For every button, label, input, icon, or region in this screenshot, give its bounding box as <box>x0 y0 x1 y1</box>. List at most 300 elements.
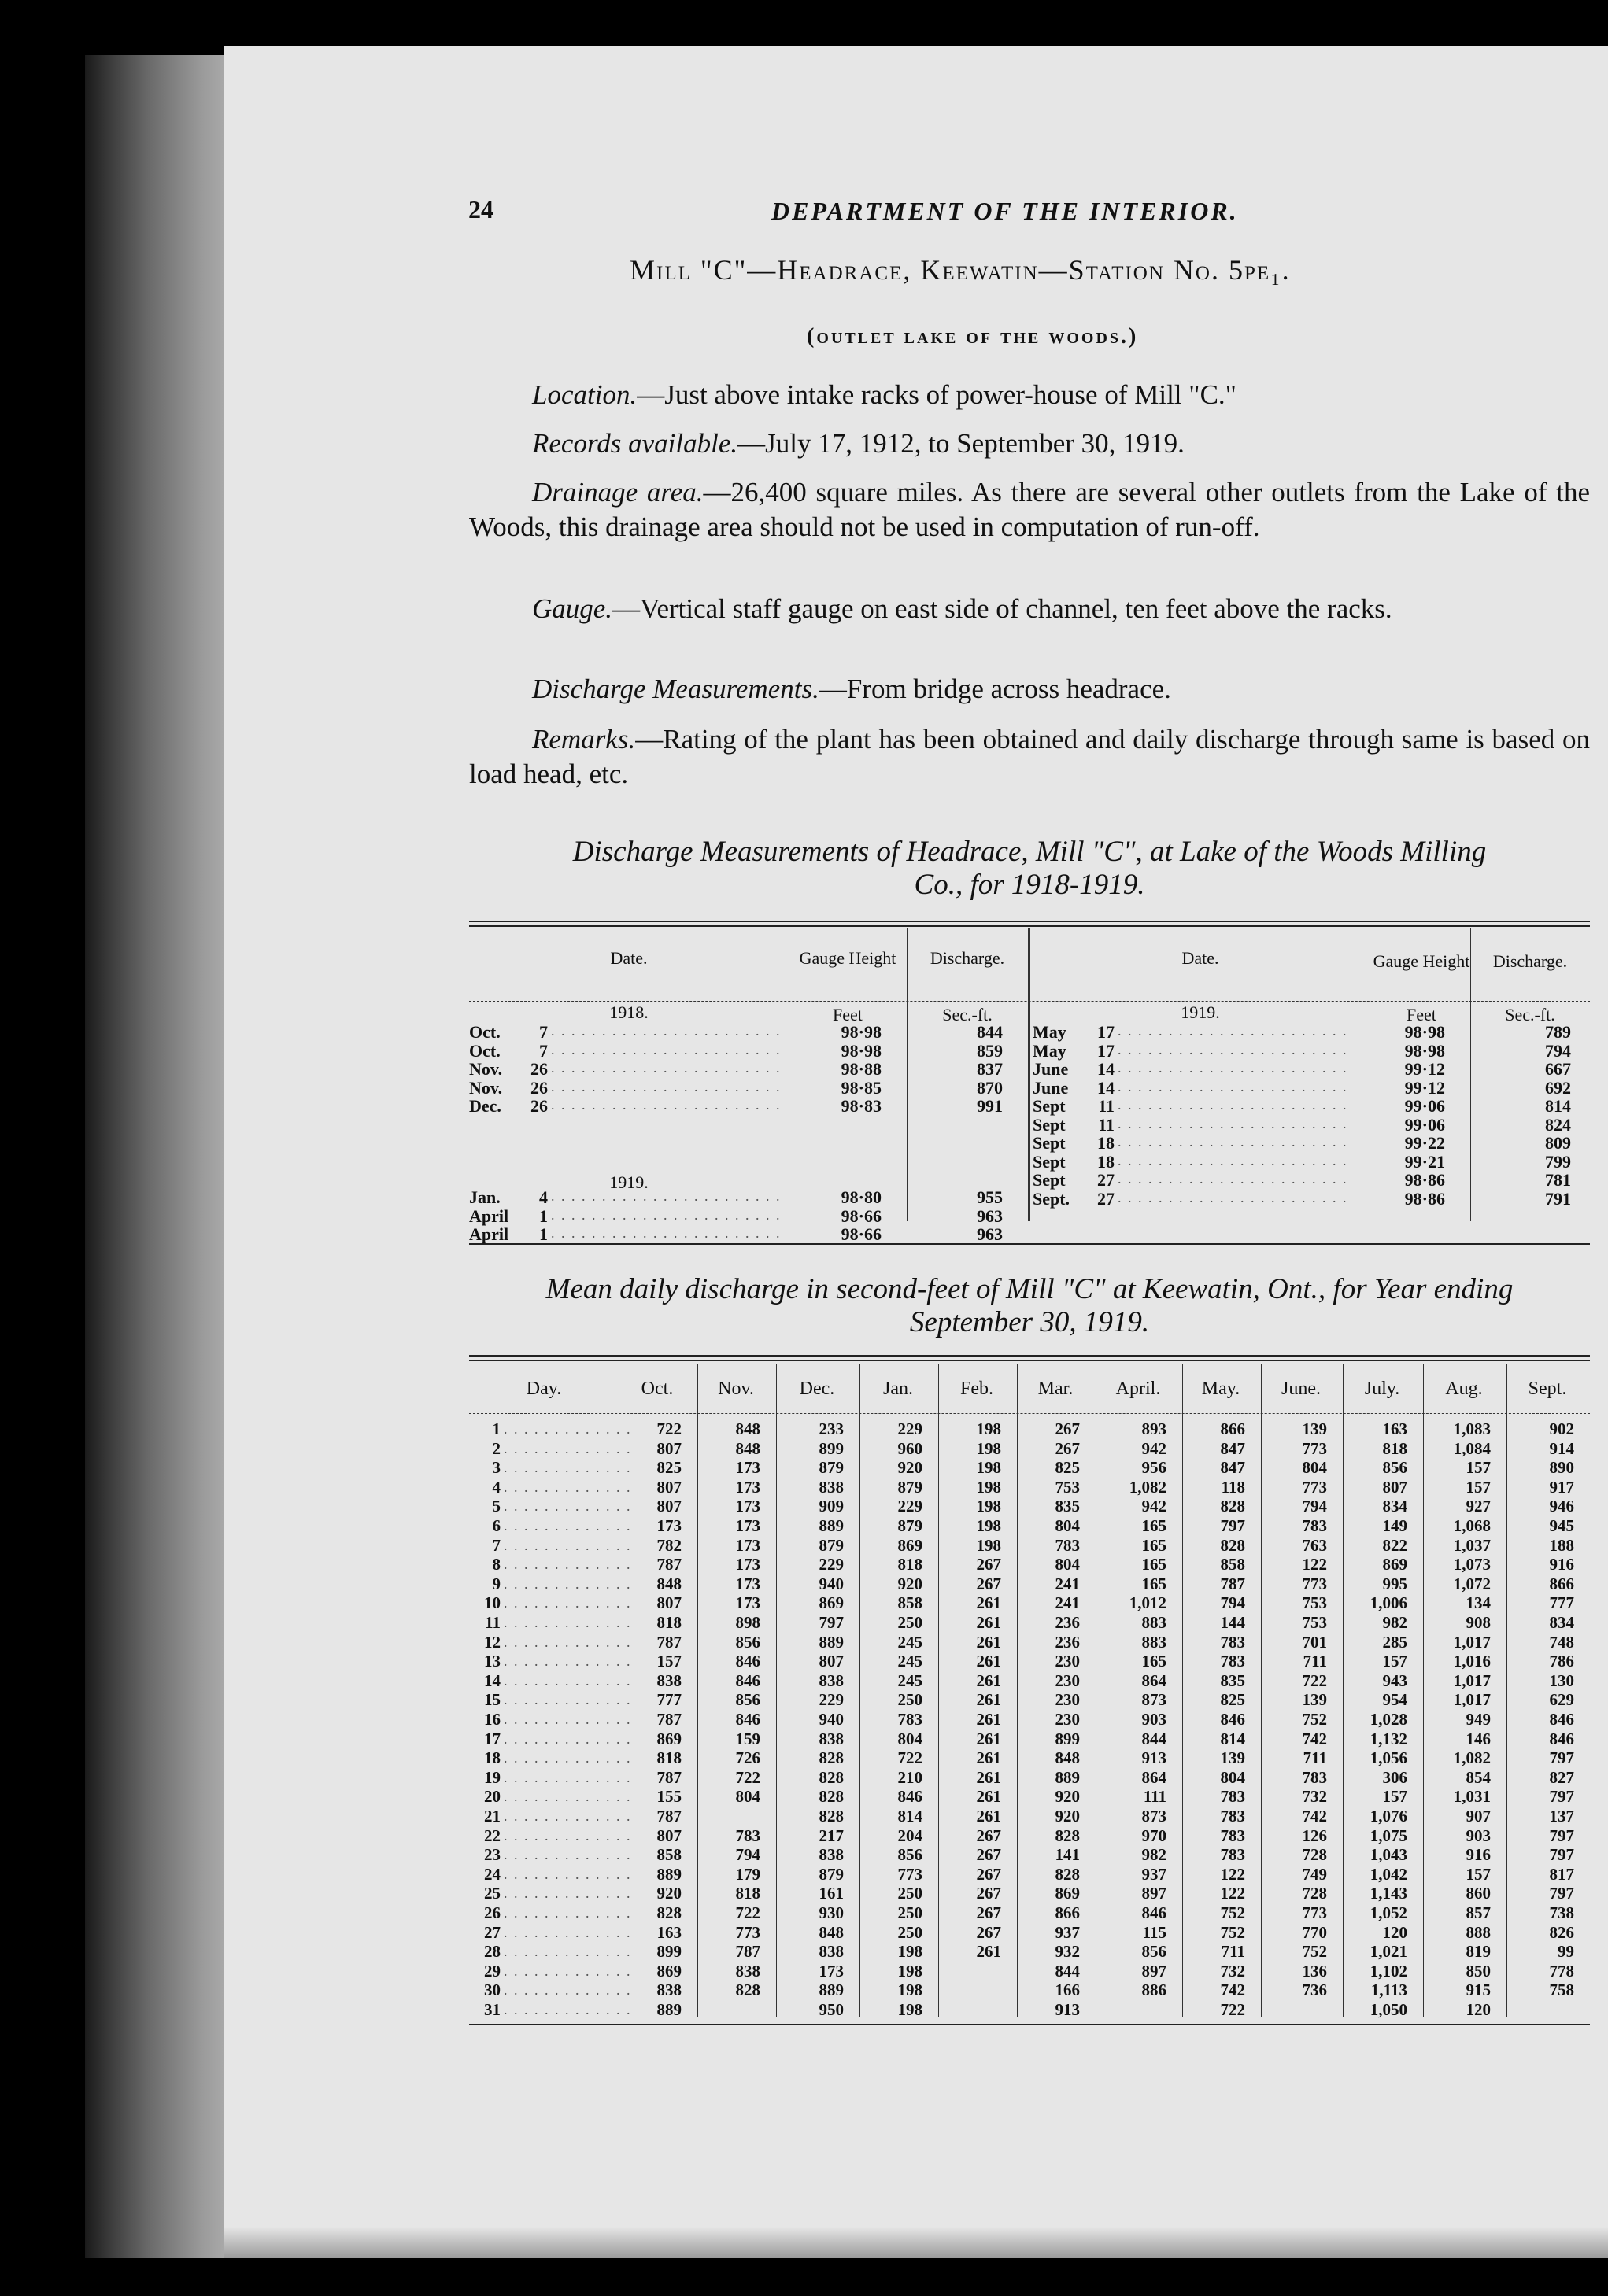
units-secft-right: Sec.-ft. <box>1505 1005 1555 1024</box>
drainage-label: Drainage area. <box>532 477 704 508</box>
leader-dots: . . . . . . . . . . . . . <box>504 1653 632 1670</box>
measurement-discharge: 963 <box>977 1205 1003 1226</box>
discharge-value: 856 <box>1141 1942 1166 1962</box>
measurement-month: Oct. <box>469 1022 501 1042</box>
discharge-value: 773 <box>735 1922 760 1942</box>
discharge-value: 835 <box>1220 1670 1245 1690</box>
discharge-value: 889 <box>656 1864 682 1884</box>
discharge-value: 261 <box>976 1652 1001 1671</box>
discharge-value: 1,017 <box>1453 1632 1491 1652</box>
discharge-value: 995 <box>1382 1574 1407 1593</box>
discharge-value: 856 <box>1382 1458 1407 1478</box>
leader-dots: . . . . . . . . . . . . . <box>504 1808 632 1824</box>
remarks-label: Remarks. <box>532 724 636 755</box>
discharge-value: 155 <box>656 1787 682 1807</box>
discharge-value: 847 <box>1220 1458 1245 1478</box>
discharge-value: 945 <box>1549 1516 1574 1535</box>
measurement-month: Sept. <box>1033 1188 1070 1209</box>
measurement-discharge: 824 <box>1545 1114 1571 1135</box>
measurement-month: Sept <box>1033 1096 1066 1116</box>
discharge-value: 1,016 <box>1453 1652 1491 1671</box>
discharge-value: 889 <box>819 1516 844 1535</box>
measurement-gauge: 98·88 <box>841 1059 882 1079</box>
station-title: Mill "C"—Headrace, Keewatin—Station No. 5pe₁. <box>630 254 1291 286</box>
discharge-value: 198 <box>976 1497 1001 1516</box>
discharge-value: 814 <box>1220 1729 1245 1748</box>
discharge-value: 711 <box>1303 1652 1327 1671</box>
discharge-value: 146 <box>1466 1729 1491 1748</box>
leader-dots: . . . . . . . . . . . . . <box>504 1518 632 1534</box>
discharge-value: 701 <box>1302 1632 1327 1652</box>
discharge-value: 173 <box>735 1555 760 1574</box>
discharge-value: 787 <box>656 1632 682 1652</box>
discharge-value <box>1099 2002 1166 2017</box>
leader-dots: . . . . . . . . . . . . . <box>504 1943 632 1960</box>
discharge-value: 838 <box>819 1729 844 1748</box>
col-divider <box>697 1364 698 2017</box>
discharge-value: 629 <box>1549 1690 1574 1710</box>
measurement-day: 17 <box>1097 1040 1115 1061</box>
day-number: 11 <box>485 1613 501 1632</box>
discharge-value: 229 <box>819 1555 844 1574</box>
discharge-value: 883 <box>1141 1632 1166 1652</box>
discharge-value: 732 <box>1220 1961 1245 1980</box>
discharge-value: 736 <box>1302 1980 1327 2000</box>
discharge-value: 864 <box>1141 1767 1166 1787</box>
measurement-day: 18 <box>1097 1133 1115 1153</box>
leader-dots: . . . . . . . . . . . . . . . . . . . . . . . <box>1118 1078 1348 1094</box>
discharge-value: 752 <box>1302 1942 1327 1962</box>
leader-dots: . . . . . . . . . . . . . . . . . . . . . . . <box>551 1188 782 1204</box>
discharge-value: 828 <box>1220 1535 1245 1555</box>
discharge-value: 846 <box>1141 1903 1166 1922</box>
discharge-value: 848 <box>735 1438 760 1458</box>
day-number: 3 <box>492 1458 501 1478</box>
discharge-value: 787 <box>656 1555 682 1574</box>
discharge-value: 111 <box>1143 1787 1166 1807</box>
records-paragraph <box>469 426 1590 461</box>
leader-dots: . . . . . . . . . . . . . <box>504 1498 632 1515</box>
discharge-value: 807 <box>819 1652 844 1671</box>
units-secft-left: Sec.-ft. <box>942 1005 993 1024</box>
discharge-value: 817 <box>1549 1864 1574 1884</box>
discharge-value: 888 <box>1466 1922 1491 1942</box>
day-number: 30 <box>484 1980 501 2000</box>
measurement-discharge: 667 <box>1545 1059 1571 1079</box>
measurement-gauge: 98·86 <box>1404 1188 1445 1209</box>
year-1919-left-label: 1919. <box>609 1172 649 1192</box>
discharge-value: 173 <box>735 1477 760 1497</box>
discharge-value: 118 <box>1221 1477 1245 1497</box>
discharge-value: 883 <box>1141 1613 1166 1632</box>
discharge-value: 157 <box>1466 1458 1491 1478</box>
leader-dots: . . . . . . . . . . . . . . . . . . . . . . . <box>1118 1115 1348 1131</box>
header-gauge-left: Gauge Height <box>799 948 896 968</box>
drainage-text: —26,400 square miles. As there are several other outlets from the Lake of the Woods, this drainage area should not be used in computation of run-off. <box>469 477 1590 542</box>
discharge-value: 950 <box>819 2000 844 2019</box>
discharge-value: 267 <box>1055 1419 1080 1438</box>
discharge-value: 804 <box>1055 1516 1080 1535</box>
header-discharge-right: Discharge. <box>1492 951 1568 971</box>
discharge-value: 250 <box>897 1613 922 1632</box>
measurement-gauge: 99·22 <box>1404 1133 1445 1153</box>
discharge-value: 306 <box>1382 1767 1407 1787</box>
discharge-value: 943 <box>1382 1670 1407 1690</box>
discharge-value: 241 <box>1055 1574 1080 1593</box>
discharge-value: 198 <box>976 1516 1001 1535</box>
discharge-value: 794 <box>1302 1497 1327 1516</box>
discharge-value: 726 <box>735 1748 760 1768</box>
discharge-value: 897 <box>1141 1961 1166 1980</box>
discharge-value: 818 <box>656 1613 682 1632</box>
day-number: 20 <box>484 1787 501 1807</box>
table-top-rule-2 <box>469 925 1590 927</box>
discharge-value: 916 <box>1549 1555 1574 1574</box>
discharge-value: 826 <box>1549 1922 1574 1942</box>
discharge-value: 728 <box>1302 1845 1327 1865</box>
day-number: 27 <box>484 1922 501 1942</box>
measurement-discharge: 794 <box>1545 1040 1571 1061</box>
measurement-day: 27 <box>1097 1170 1115 1190</box>
discharge-value: 173 <box>735 1535 760 1555</box>
measurement-day: 11 <box>1098 1096 1115 1116</box>
measurement-month: May <box>1033 1022 1066 1042</box>
measurement-day: 7 <box>539 1040 548 1061</box>
discharge-value: 818 <box>735 1884 760 1903</box>
discharge-value: 115 <box>1142 1922 1166 1942</box>
discharge-value: 1,052 <box>1370 1903 1407 1922</box>
discharge-value: 267 <box>976 1825 1001 1845</box>
discharge-value: 149 <box>1382 1516 1407 1535</box>
leader-dots: . . . . . . . . . . . . . . . . . . . . . . . <box>1118 1189 1348 1205</box>
discharge-value: 1,068 <box>1453 1516 1491 1535</box>
measurement-day: 26 <box>530 1059 548 1079</box>
discharge-value: 866 <box>1055 1903 1080 1922</box>
leader-dots: . . . . . . . . . . . . . <box>504 1421 632 1437</box>
discharge-value: 267 <box>1055 1438 1080 1458</box>
discharge-value: 846 <box>1549 1729 1574 1748</box>
leader-dots: . . . . . . . . . . . . . . . . . . . . . . . <box>1118 1171 1348 1187</box>
discharge-value: 787 <box>656 1807 682 1825</box>
leader-dots: . . . . . . . . . . . . . <box>504 1788 632 1805</box>
discharge-value: 1,132 <box>1370 1729 1407 1748</box>
discharge-value: 854 <box>1466 1767 1491 1787</box>
discharge-value: 245 <box>897 1670 922 1690</box>
discharge-value: 267 <box>976 1555 1001 1574</box>
measurement-gauge: 98·66 <box>841 1205 882 1226</box>
leader-dots: . . . . . . . . . . . . . <box>504 1730 632 1747</box>
discharge-value: 909 <box>819 1497 844 1516</box>
discharge-value: 210 <box>897 1767 922 1787</box>
discharge-value: 873 <box>1141 1690 1166 1710</box>
leader-dots: . . . . . . . . . . . . . <box>504 1556 632 1573</box>
discharge-value: 261 <box>976 1710 1001 1729</box>
discharge-value: 917 <box>1549 1477 1574 1497</box>
discharge-value: 722 <box>897 1748 922 1768</box>
discharge-value: 742 <box>1302 1807 1327 1825</box>
measurement-month: Nov. <box>469 1059 503 1079</box>
leader-dots: . . . . . . . . . . . . . <box>504 1847 632 1863</box>
discharge-value <box>941 1982 1001 1998</box>
units-feet-right: Feet <box>1407 1005 1436 1024</box>
discharge-value: 198 <box>897 1942 922 1962</box>
units-feet-left: Feet <box>833 1005 863 1024</box>
discharge-value <box>1264 2002 1327 2017</box>
discharge-value: 120 <box>1382 1922 1407 1942</box>
discharge-measurements-text: —From bridge across headrace. <box>819 674 1171 704</box>
discharge-value: 173 <box>735 1574 760 1593</box>
discharge-value: 932 <box>1055 1942 1080 1962</box>
discharge-value: 250 <box>897 1884 922 1903</box>
col-divider <box>907 928 908 1221</box>
discharge-value: 903 <box>1466 1825 1491 1845</box>
discharge-value: 157 <box>1466 1477 1491 1497</box>
discharge-value: 173 <box>735 1497 760 1516</box>
col-divider <box>1506 1364 1507 2017</box>
discharge-value: 711 <box>1303 1748 1327 1768</box>
discharge-value: 869 <box>656 1729 682 1748</box>
discharge-value: 879 <box>819 1535 844 1555</box>
discharge-value: 261 <box>976 1729 1001 1748</box>
discharge-value: 869 <box>819 1593 844 1613</box>
daily-top-rule <box>469 1355 1590 1357</box>
leader-dots: . . . . . . . . . . . . . <box>504 1905 632 1921</box>
day-number: 22 <box>484 1825 501 1845</box>
discharge-value: 742 <box>1302 1729 1327 1748</box>
discharge-value: 899 <box>1055 1729 1080 1748</box>
discharge-value: 834 <box>1549 1613 1574 1632</box>
location-label: Location. <box>532 379 638 410</box>
discharge-value: 915 <box>1466 1980 1491 2000</box>
day-number: 1 <box>492 1419 501 1438</box>
day-number: 12 <box>484 1632 501 1652</box>
leader-dots: . . . . . . . . . . . . . <box>504 2002 632 2017</box>
discharge-value: 770 <box>1302 1922 1327 1942</box>
discharge-value: 856 <box>735 1690 760 1710</box>
discharge-value: 1,006 <box>1370 1593 1407 1613</box>
discharge-value: 864 <box>1141 1670 1166 1690</box>
discharge-value: 838 <box>819 1477 844 1497</box>
discharge-value: 261 <box>976 1632 1001 1652</box>
discharge-value: 879 <box>897 1477 922 1497</box>
table-top-rule <box>469 921 1590 922</box>
discharge-value: 844 <box>1141 1729 1166 1748</box>
discharge-value: 866 <box>1549 1574 1574 1593</box>
discharge-value: 956 <box>1141 1458 1166 1478</box>
discharge-measurements-paragraph <box>469 672 1590 707</box>
column-header: Mar. <box>1037 1379 1074 1399</box>
leader-dots: . . . . . . . . . . . . . . . . . . . . . . . <box>1118 1060 1348 1076</box>
discharge-value: 838 <box>656 1980 682 2000</box>
remarks-text: —Rating of the plant has been obtained and daily discharge through same is based on load head, etc. <box>469 724 1590 789</box>
discharge-value: 1,021 <box>1370 1942 1407 1962</box>
measurement-month: Sept <box>1033 1170 1066 1190</box>
discharge-value: 267 <box>976 1884 1001 1903</box>
page-number: 24 <box>468 195 493 223</box>
discharge-value: 137 <box>1549 1807 1574 1825</box>
discharge-value: 804 <box>1302 1458 1327 1478</box>
col-divider <box>1470 928 1471 1221</box>
discharge-value: 163 <box>1382 1419 1407 1438</box>
discharge-value: 942 <box>1141 1438 1166 1458</box>
measurement-gauge: 99·21 <box>1404 1151 1445 1172</box>
column-header: Sept. <box>1528 1379 1567 1399</box>
leader-dots: . . . . . . . . . . . . . <box>504 1962 632 1979</box>
discharge-value: 869 <box>1382 1555 1407 1574</box>
measurement-gauge: 98·98 <box>841 1022 882 1042</box>
discharge-value: 949 <box>1466 1710 1491 1729</box>
day-number: 2 <box>492 1438 501 1458</box>
discharge-value: 163 <box>656 1922 682 1942</box>
measurement-month: Oct. <box>469 1040 501 1061</box>
discharge-value: 818 <box>656 1748 682 1768</box>
discharge-value <box>700 1808 760 1824</box>
measurement-day: 27 <box>1097 1188 1115 1209</box>
discharge-value: 229 <box>897 1497 922 1516</box>
discharge-value: 907 <box>1466 1807 1491 1825</box>
measurement-discharge: 781 <box>1545 1170 1571 1190</box>
measurement-discharge: 955 <box>977 1187 1003 1207</box>
measurement-gauge: 98·66 <box>841 1224 882 1244</box>
discharge-value: 850 <box>1466 1961 1491 1980</box>
discharge-value: 889 <box>656 2000 682 2019</box>
discharge-value: 869 <box>1055 1884 1080 1903</box>
discharge-value: 828 <box>656 1903 682 1922</box>
location-paragraph <box>469 378 1590 412</box>
col-divider <box>1343 1364 1344 2017</box>
discharge-value: 814 <box>897 1807 922 1825</box>
discharge-value: 267 <box>976 1903 1001 1922</box>
discharge-value: 908 <box>1466 1613 1491 1632</box>
day-number: 28 <box>484 1942 501 1962</box>
discharge-value: 778 <box>1549 1961 1574 1980</box>
discharge-value: 267 <box>976 1864 1001 1884</box>
discharge-value: 783 <box>1220 1652 1245 1671</box>
discharge-value: 166 <box>1055 1980 1080 2000</box>
discharge-value: 920 <box>656 1884 682 1903</box>
leader-dots: . . . . . . . . . . . . . <box>504 1866 632 1882</box>
daily-header-rule <box>469 1413 1590 1414</box>
day-number: 6 <box>492 1516 501 1535</box>
day-number: 7 <box>492 1535 501 1555</box>
discharge-value: 828 <box>819 1767 844 1787</box>
header-discharge-left: Discharge. <box>930 948 1005 968</box>
discharge-value: 122 <box>1220 1864 1245 1884</box>
leader-dots: . . . . . . . . . . . . . . . . . . . . . . . <box>1118 1152 1348 1168</box>
leader-dots: . . . . . . . . . . . . . . . . . . . . . . . <box>551 1078 782 1094</box>
discharge-value: 897 <box>1141 1884 1166 1903</box>
discharge-value: 783 <box>1220 1825 1245 1845</box>
discharge-value: 819 <box>1466 1942 1491 1962</box>
discharge-value: 261 <box>976 1942 1001 1962</box>
day-number: 25 <box>484 1884 501 1903</box>
discharge-value: 783 <box>1302 1767 1327 1787</box>
discharge-value: 783 <box>735 1825 760 1845</box>
discharge-value: 134 <box>1466 1593 1491 1613</box>
discharge-value: 261 <box>976 1670 1001 1690</box>
col-divider <box>1028 928 1030 1221</box>
discharge-value: 230 <box>1055 1670 1080 1690</box>
discharge-value: 773 <box>1302 1903 1327 1922</box>
discharge-value: 913 <box>1141 1748 1166 1768</box>
discharge-value: 1,037 <box>1453 1535 1491 1555</box>
discharge-value: 916 <box>1466 1845 1491 1865</box>
discharge-value: 245 <box>897 1632 922 1652</box>
measurement-day: 11 <box>1098 1114 1115 1135</box>
discharge-value: 157 <box>1382 1652 1407 1671</box>
measurement-month: April <box>469 1224 509 1244</box>
discharge-value: 797 <box>1220 1516 1245 1535</box>
leader-dots: . . . . . . . . . . . . . . . . . . . . . . . <box>1118 1041 1348 1058</box>
discharge-value: 267 <box>976 1845 1001 1865</box>
column-header: May. <box>1201 1379 1240 1399</box>
measurement-day: 14 <box>1097 1059 1115 1079</box>
discharge-value: 797 <box>1549 1748 1574 1768</box>
measurement-day: 26 <box>530 1077 548 1098</box>
measurement-day: 26 <box>530 1096 548 1116</box>
discharge-value: 783 <box>1220 1632 1245 1652</box>
discharge-value: 797 <box>1549 1787 1574 1807</box>
discharge-value: 787 <box>656 1710 682 1729</box>
column-header: July. <box>1364 1379 1400 1399</box>
leader-dots: . . . . . . . . . . . . . <box>504 1827 632 1844</box>
discharge-value: 1,031 <box>1453 1787 1491 1807</box>
discharge-value: 797 <box>1549 1825 1574 1845</box>
measurements-caption-line2: Co., for 1918-1919. <box>914 869 1145 901</box>
leader-dots: . . . . . . . . . . . . . . . . . . . . . . . <box>551 1206 782 1223</box>
discharge-value: 245 <box>897 1652 922 1671</box>
measurement-gauge: 98·83 <box>841 1096 882 1116</box>
discharge-value: 1,082 <box>1129 1477 1166 1497</box>
discharge-value: 173 <box>735 1458 760 1478</box>
discharge-value: 913 <box>1055 2000 1080 2019</box>
column-header: Feb. <box>960 1379 993 1399</box>
discharge-value: 1,042 <box>1370 1864 1407 1884</box>
day-number: 31 <box>484 2000 501 2019</box>
header-date-left: Date. <box>610 948 648 968</box>
discharge-value: 122 <box>1220 1884 1245 1903</box>
discharge-value: 267 <box>976 1574 1001 1593</box>
discharge-value: 752 <box>1302 1710 1327 1729</box>
discharge-value: 846 <box>735 1670 760 1690</box>
discharge-value: 902 <box>1549 1419 1574 1438</box>
discharge-value: 893 <box>1141 1419 1166 1438</box>
discharge-value: 797 <box>819 1613 844 1632</box>
discharge-value: 828 <box>1055 1864 1080 1884</box>
discharge-value: 838 <box>735 1961 760 1980</box>
discharge-value: 847 <box>1220 1438 1245 1458</box>
col-divider <box>1182 1364 1183 2017</box>
drainage-paragraph <box>469 475 1590 544</box>
discharge-value: 970 <box>1141 1825 1166 1845</box>
leader-dots: . . . . . . . . . . . . . <box>504 1615 632 1630</box>
discharge-value: 825 <box>1055 1458 1080 1478</box>
col-divider <box>1423 1364 1424 2017</box>
discharge-value: 828 <box>819 1748 844 1768</box>
measurement-gauge: 98·86 <box>1404 1170 1445 1190</box>
discharge-value: 126 <box>1302 1825 1327 1845</box>
discharge-value: 807 <box>656 1593 682 1613</box>
discharge-value: 822 <box>1382 1535 1407 1555</box>
discharge-value: 858 <box>1220 1555 1245 1574</box>
leader-dots: . . . . . . . . . . . . . . . . . . . . . . . <box>551 1060 782 1076</box>
measurement-discharge: 859 <box>977 1040 1003 1061</box>
leader-dots: . . . . . . . . . . . . . <box>504 1711 632 1727</box>
measurement-gauge: 98·98 <box>1404 1022 1445 1042</box>
discharge-value: 773 <box>1302 1438 1327 1458</box>
measurement-gauge: 99·12 <box>1404 1077 1445 1098</box>
discharge-value: 920 <box>1055 1807 1080 1825</box>
